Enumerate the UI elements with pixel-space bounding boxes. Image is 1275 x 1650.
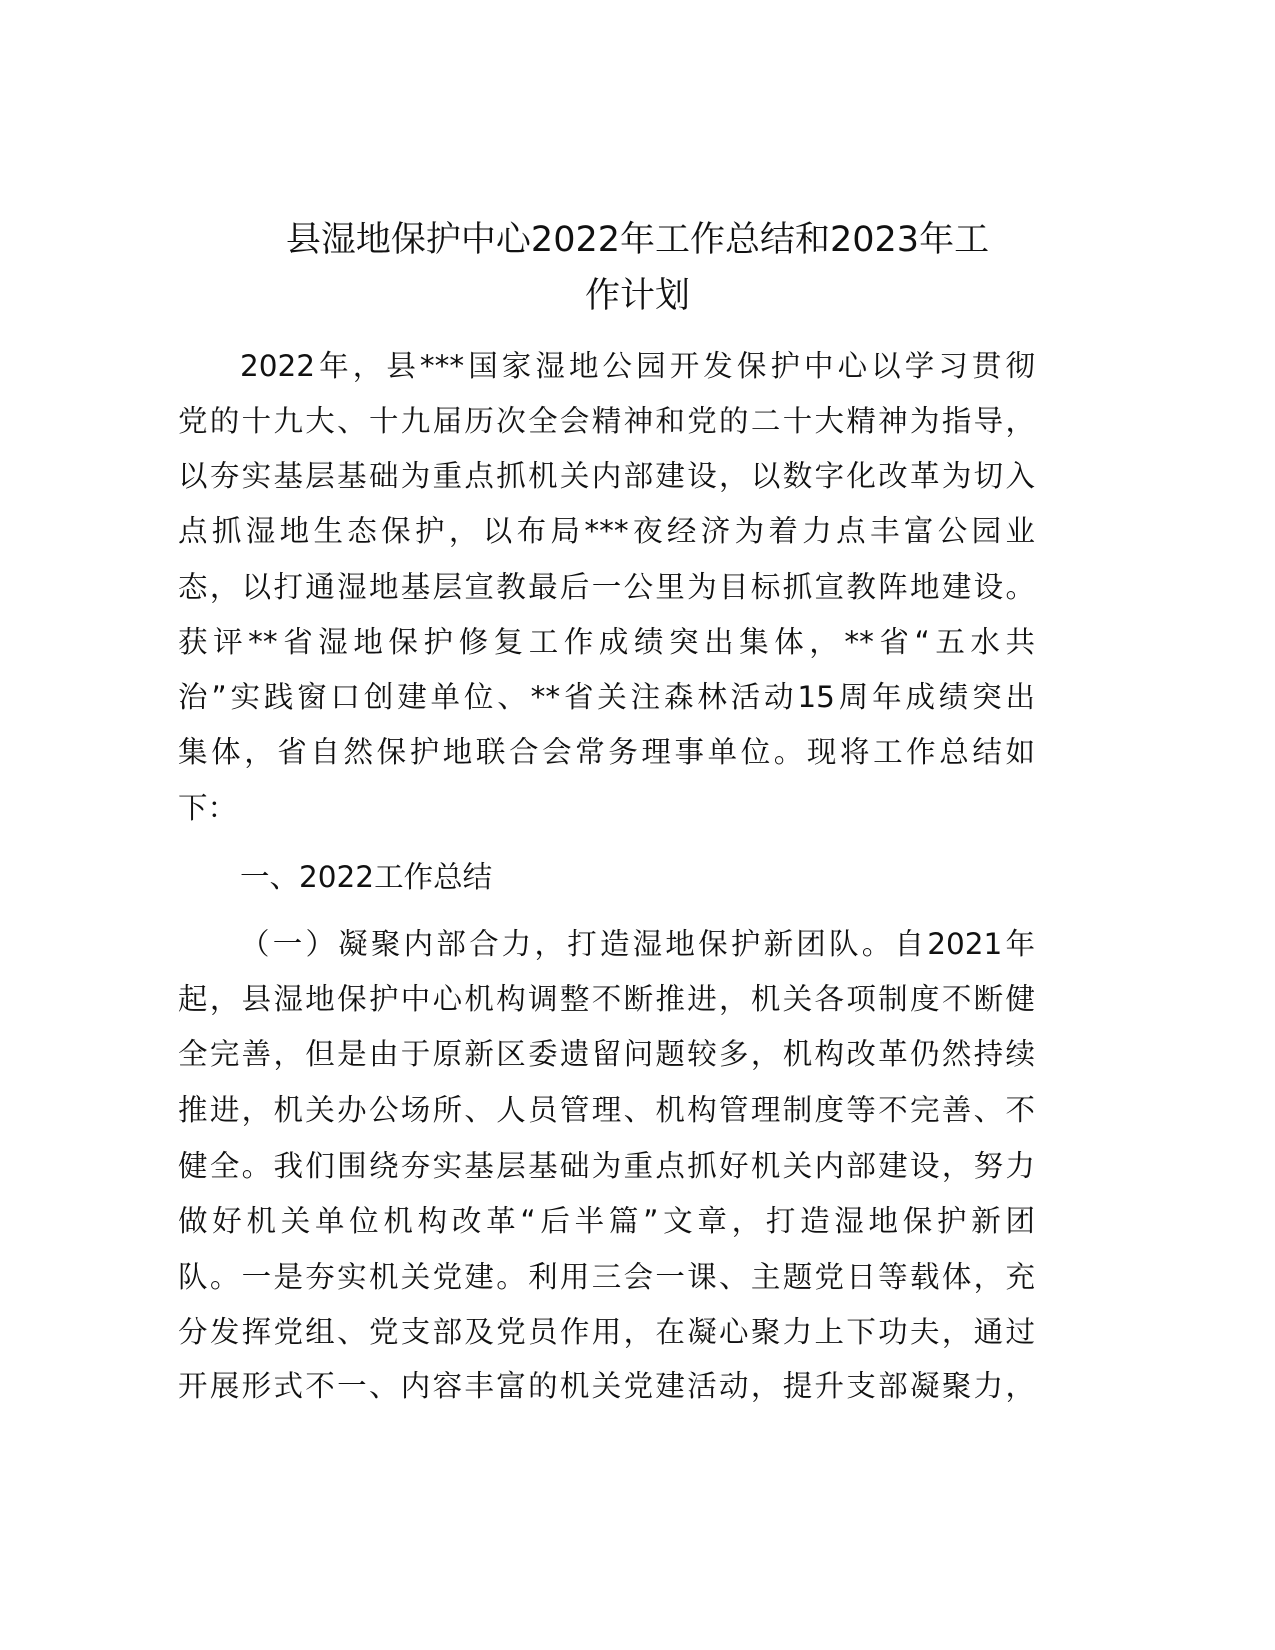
text-line: 获评**省湿地保护修复工作成绩突出集体，**省“五水共	[178, 625, 1035, 659]
text-line: 以夯实基层基础为重点抓机关内部建设，以数字化改革为切入	[178, 459, 1035, 493]
text-line: 下：	[178, 791, 238, 825]
text-line: 态，以打通湿地基层宣教最后一公里为目标抓宣教阵地建设。	[178, 570, 1035, 604]
text-line: 治”实践窗口创建单位、**省关注森林活动15周年成绩突出	[178, 680, 1035, 714]
text-line: 做好机关单位机构改革“后半篇”文章，打造湿地保护新团	[178, 1204, 1035, 1238]
text-line: 2022年，县***国家湿地公园开发保护中心以学习贯彻	[240, 349, 1035, 383]
text-line: 起，县湿地保护中心机构调整不断推进，机关各项制度不断健	[178, 982, 1035, 1016]
text-line: 健全。我们围绕夯实基层基础为重点抓好机关内部建设，努力	[178, 1149, 1035, 1183]
text-line: 开展形式不一、内容丰富的机关党建活动，提升支部凝聚力，	[178, 1369, 1035, 1403]
document-title-line-2: 作计划	[584, 276, 690, 316]
text-line: （一）凝聚内部合力，打造湿地保护新团队。自2021年	[240, 927, 1035, 961]
text-line: 全完善，但是由于原新区委遗留问题较多，机构改革仍然持续	[178, 1037, 1035, 1071]
text-line: 分发挥党组、党支部及党员作用，在凝心聚力上下功夫，通过	[178, 1315, 1035, 1349]
text-line: 点抓湿地生态保护，以布局***夜经济为着力点丰富公园业	[178, 514, 1035, 548]
text-line: 党的十九大、十九届历次全会精神和党的二十大精神为指导，	[178, 404, 1035, 438]
document-title-line-1: 县湿地保护中心2022年工作总结和2023年工	[285, 220, 990, 260]
section-heading: 一、2022工作总结	[240, 860, 493, 894]
text-line: 集体，省自然保护地联合会常务理事单位。现将工作总结如	[178, 735, 1035, 769]
text-line: 推进，机关办公场所、人员管理、机构管理制度等不完善、不	[178, 1093, 1035, 1127]
text-line: 队。一是夯实机关党建。利用三会一课、主题党日等载体，充	[178, 1260, 1035, 1294]
